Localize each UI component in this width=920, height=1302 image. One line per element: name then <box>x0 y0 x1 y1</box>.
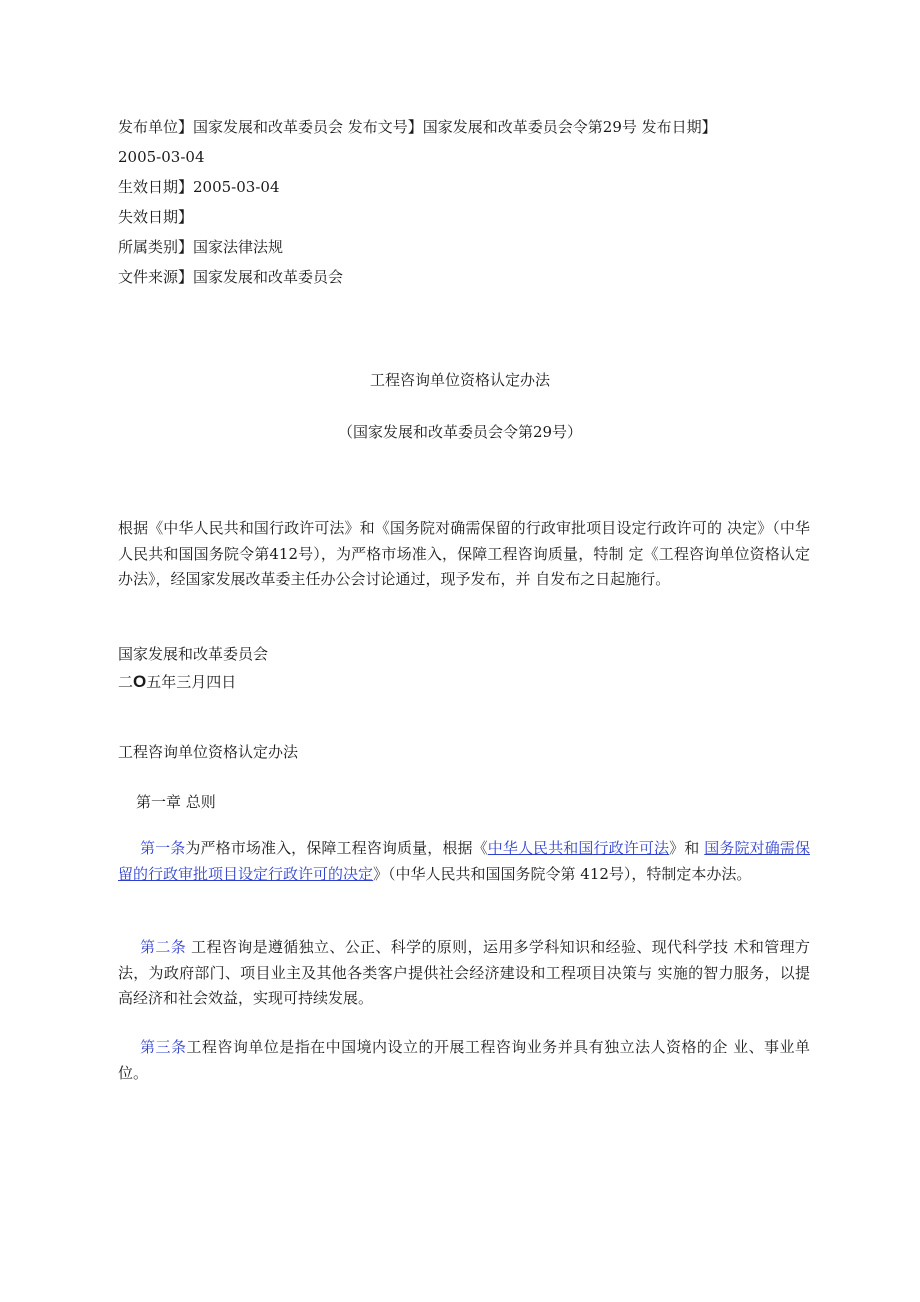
signature-date-rest: 五年三月四日 <box>146 673 237 691</box>
meta-publisher-line: 发布单位】国家发展和改革委员会 发布文号】国家发展和改革委员会令第29号 发布日期】 <box>118 118 717 136</box>
document-title: 工程咨询单位资格认定办法 <box>369 371 550 389</box>
article-1-text-b: 》和 <box>669 839 705 857</box>
preamble-paragraph: 根据《中华人民共和国行政许可法》和《国务院对确需保留的行政审批项目设定行政许可的 决定》（中华人民共和国国务院令第412号），为严格市场准入，保障工程咨询质量，特制 定《工程咨询单位资格认定办法》，经国家发展改革委主任办公会讨论通过，现予发布，并 自发布之日起施行。 <box>118 519 810 588</box>
chapter-heading: 第一章 总则 <box>136 793 216 811</box>
article-2 <box>118 935 810 1012</box>
signature-date-prefix: 二 <box>118 673 134 691</box>
link-administrative-licensing-law[interactable]: 中华人民共和国行政许可法 <box>487 839 670 857</box>
meta-publish-date: 2005-03-04 <box>118 148 205 166</box>
article-3-label: 第三条 <box>140 1038 187 1056</box>
link-state-council-decision[interactable]: 国务院对确需保留的行政审批项目设定行政许可的决定 <box>118 839 810 883</box>
meta-category: 所属类别】国家法律法规 <box>118 238 284 256</box>
meta-effective-date: 生效日期】2005-03-04 <box>118 178 280 196</box>
article-3 <box>118 1035 810 1086</box>
article-1-text-a: 为严格市场准入，保障工程咨询质量，根据《 <box>185 839 488 857</box>
meta-expiry-date: 失效日期】 <box>118 208 194 226</box>
meta-source: 文件来源】国家发展和改革委员会 <box>118 268 344 286</box>
article-1-label: 第一条 <box>140 839 186 857</box>
signature-org: 国家发展和改革委员会 <box>118 645 269 663</box>
signature-date-zero: O <box>133 672 147 691</box>
article-2-text: 工程咨询是遵循独立、公正、科学的原则，运用多学科知识和经验、现代科学技 术和管理方法，为政府部门、项目业主及其他各类客户提供社会经济建设和工程项目决策与 实施的智力服务，以提高经济和社会效益，实现可持续发展。 <box>118 938 810 1007</box>
article-3-text: 工程咨询单位是指在中国境内设立的开展工程咨询业务并具有独立法人资格的企 业、事业单位。 <box>118 1038 810 1082</box>
article-2-label: 第二条 <box>140 938 187 956</box>
document-subtitle: （国家发展和改革委员会令第29号） <box>337 423 583 441</box>
signature-date <box>118 671 236 692</box>
article-1-text-c: 》（中华人民共和国国务院令第 412号），特制定本办法。 <box>373 864 752 883</box>
body-doc-title: 工程咨询单位资格认定办法 <box>118 743 299 761</box>
article-1 <box>118 836 810 887</box>
